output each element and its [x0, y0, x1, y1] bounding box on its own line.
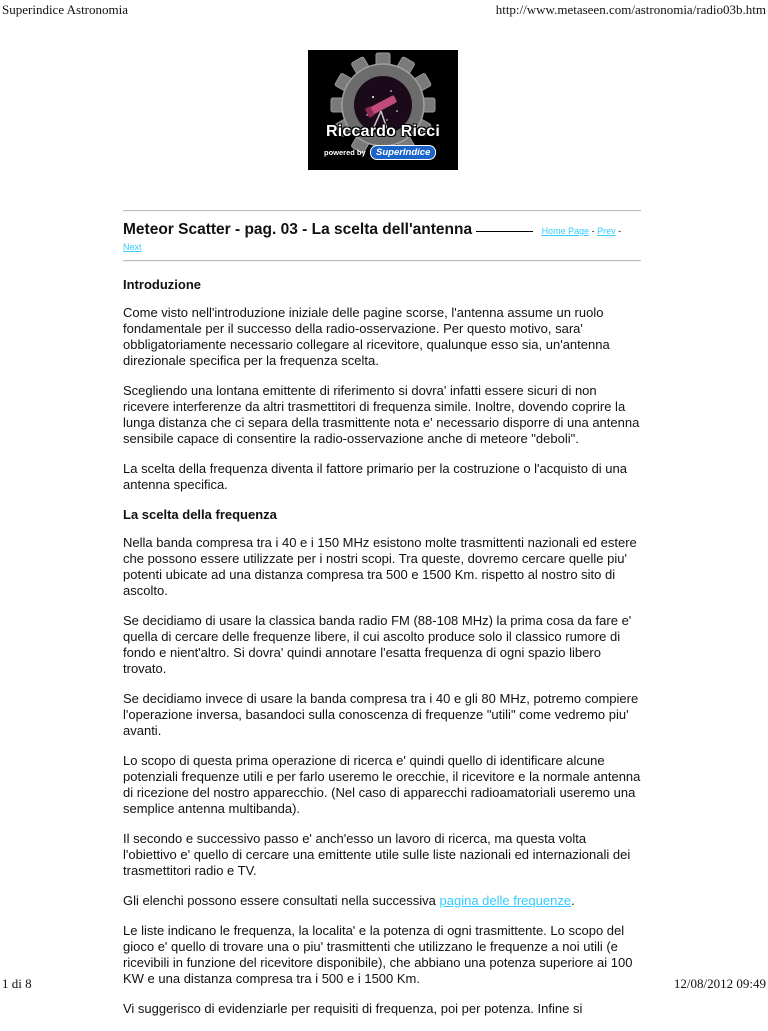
- section-heading-frequenza: La scelta della frequenza: [123, 507, 277, 522]
- print-header: [2, 2, 766, 18]
- title-underline: [476, 231, 533, 232]
- page-title: Meteor Scatter - pag. 03 - La scelta dell'antenna: [123, 221, 473, 238]
- page-counter: 1 di 8: [2, 976, 32, 991]
- paragraph: La scelta della frequenza diventa il fattore primario per la costruzione o l'acquisto di una antenna specifica.: [123, 461, 627, 492]
- title-row: [123, 221, 641, 240]
- print-datetime: 12/08/2012 09:49: [673, 976, 766, 991]
- print-url: http://www.metaseen.com/astronomia/radio03b.htm: [495, 2, 766, 17]
- paragraph: Come visto nell'introduzione iniziale delle pagine scorse, l'antenna assume un ruolo fondamentale per il successo della radio-osservazione. Per questo motivo, sara' obbligatoriamente necessario collegare al ricevitore, qualunque esso sia, un'antenna direzionale specifica per la frequenza scelta.: [123, 305, 610, 368]
- paragraph: Se decidiamo di usare la classica banda radio FM (88-108 MHz) la prima cosa da fare e' quella di cercare delle frequenze libere, il cui ascolto produce solo il classico rumore di fondo e nient'altro. Si dovra' quindi annotare l'esatta frequenza di ogni spazio libero trovato.: [123, 613, 632, 676]
- paragraph: Lo scopo di questa prima operazione di ricerca e' quindi quello di identificare alcune potenziali frequenze utili e per farlo useremo le orecchie, il ricevitore e la normale antenna di ricezione del nostro apparecchio. (Nel caso di apparecchi radioamatoriali useremo una semplice antenna multibanda).: [123, 753, 641, 816]
- nav-separator: -: [589, 226, 598, 236]
- logo-powered-by: powered by: [324, 148, 366, 157]
- paragraph: Se decidiamo invece di usare la banda compresa tra i 40 e gli 80 MHz, potremo compiere l'operazione inversa, basandoci sulla conoscenza di frequenze "utili" come vedremo piu' avanti.: [123, 691, 639, 738]
- bottom-divider: [123, 260, 641, 262]
- next-row: [123, 242, 641, 252]
- text-span: .: [571, 893, 575, 908]
- paragraph: Il secondo e successivo passo e' anch'esso un lavoro di ricerca, ma questa volta l'obiettivo e' quello di cercare una emittente utile sulle liste nazionali ed internazionali dei trasmettitori radio e TV.: [123, 831, 631, 878]
- site-logo[interactable]: [308, 50, 458, 170]
- frequency-page-link[interactable]: pagina delle frequenze: [439, 893, 572, 908]
- paragraph-with-link: [123, 893, 641, 909]
- print-site-title: Superindice Astronomia: [2, 2, 129, 17]
- home-page-link[interactable]: Home Page: [541, 226, 590, 236]
- nav-separator: -: [615, 226, 622, 236]
- page-nav: [542, 226, 622, 236]
- logo-brand-badge: SuperIndice: [370, 145, 436, 160]
- paragraph: Scegliendo una lontana emittente di riferimento si dovra' infatti essere sicuri di non ricevere interferenze da altri trasmettitori di frequenza simile. Inoltre, dovendo coprire la lunga distanza che ci separa della trasmittente nota e' necessario disporre di una antenna sensibile capace di consentire la radio-osservazione anche di meteore "deboli".: [123, 383, 640, 446]
- paragraph: Le liste indicano le frequenza, la localita' e la potenza di ogni trasmittente. Lo scopo del gioco e' quello di trovare una o piu' trasmittenti che utilizzano le frequenze a noi utili (e ricevibili in funzione del ricevitore disponibile), che abbiano una potenza superiore ai 100 KW e una distanza compresa tra i 500 e i 1500 Km.: [123, 923, 633, 986]
- logo-name-text: Riccardo Ricci: [326, 123, 440, 140]
- paragraph: Vi suggerisco di evidenziarle per requisiti di frequenza, poi per potenza. Infine si: [123, 1001, 583, 1016]
- top-divider: [123, 210, 641, 212]
- prev-link[interactable]: Prev: [597, 226, 616, 236]
- article: [123, 210, 641, 1031]
- text-span: Gli elenchi possono essere consultati nella successiva: [123, 893, 440, 908]
- paragraph: Nella banda compresa tra i 40 e i 150 MHz esistono molte trasmittenti nazionali ed estere che possono essere utilizzate per i nostri scopi. Tra queste, dovremo cercare quelle piu' potenti ubicate ad una distanza compresa tra 500 e 1500 Km. rispetto al nostro sito di ascolto.: [123, 535, 637, 598]
- print-footer: [2, 976, 766, 992]
- next-link[interactable]: Next: [123, 242, 142, 252]
- section-heading-introduzione: Introduzione: [123, 277, 201, 292]
